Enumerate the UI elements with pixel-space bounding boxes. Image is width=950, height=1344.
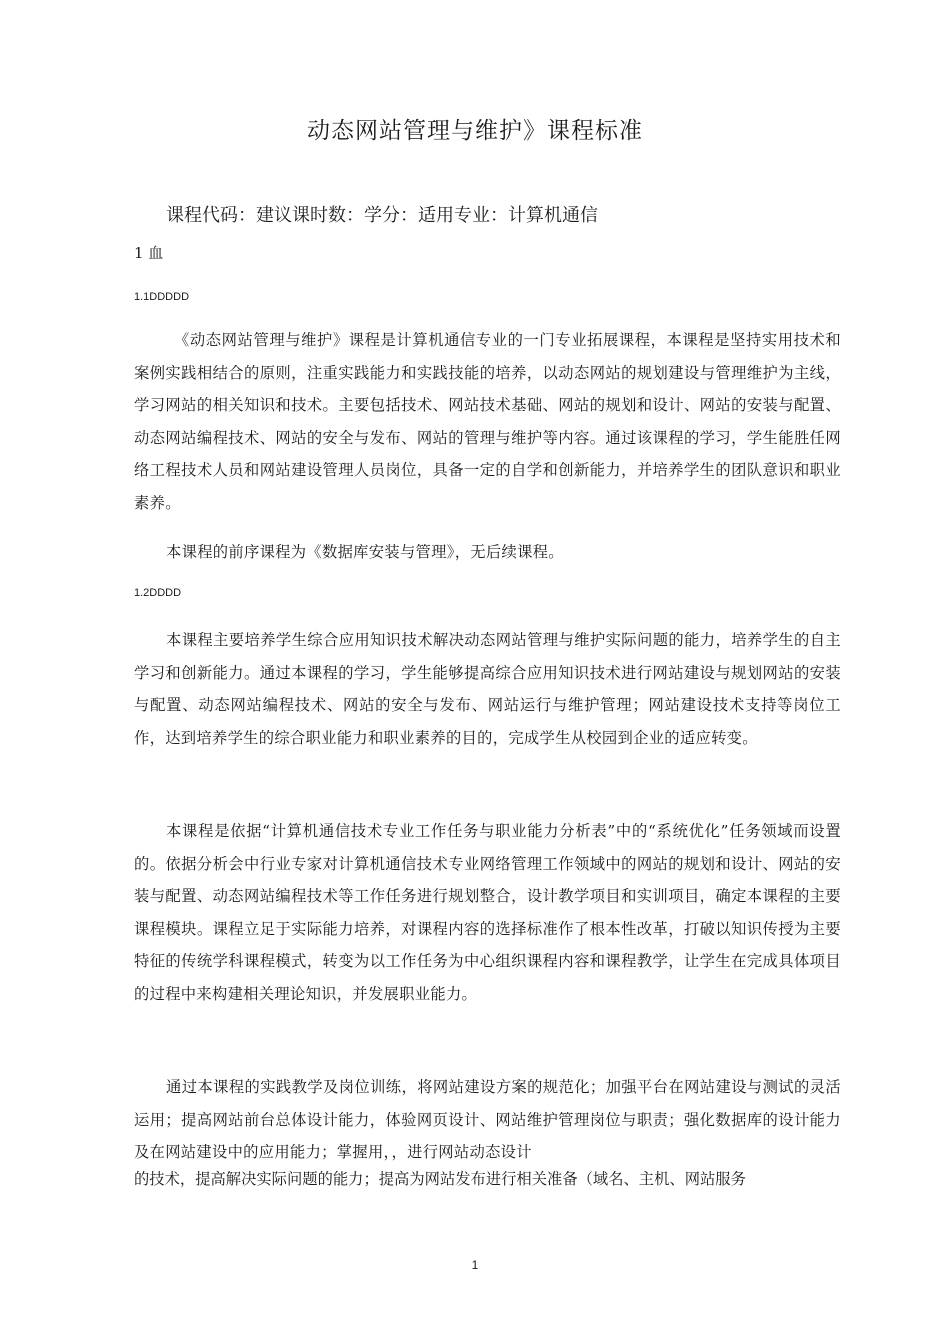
paragraph-course-goal: 本课程主要培养学生综合应用知识技术解决动态网站管理与维护实际问题的能力，培养学生的自主学习和创新能力。通过本课程的学习，学生能够提高综合应用知识技术进行网站建设与规划网站的安装与配置、动态网站编程技术、网站的安全与发布、网站运行与维护管理；网站建设技术支持等岗位工作，达到培养学生的综合职业能力和职业素养的目的，完成学生从校园到企业的适应转变。 [134, 631, 841, 747]
paragraph-prerequisite: 本课程的前序课程为《数据库安装与管理》，无后续课程。 [166, 543, 564, 561]
paragraph-course-intro: 《动态网站管理与维护》课程是计算机通信专业的一门专业拓展课程，本课程是坚持实用技术和案例实践相结合的原则，注重实践能力和实践技能的培养，以动态网站的规划建设与管理维护为主线，学习网站的相关知识和技术。主要包括技术、网站技术基础、网站的规划和设计、网站的安装与配置、动态网站编程技术、网站的安全与发布、网站的管理与维护等内容。通过该课程的学习，学生能胜任网络工程技术人员和网站建设管理人员岗位，具备一定的自学和创新能力，并培养学生的团队意识和职业素养。 [134, 331, 841, 512]
document-title: 动态网站管理与维护》课程标准 [307, 118, 643, 144]
course-meta-line: 课程代码：建议课时数：学分：适用专业：计算机通信 [166, 205, 598, 226]
section-heading-1-2: 1.2DDDD [134, 587, 182, 599]
page-number: 1 [471, 1258, 479, 1272]
paragraph-continuation: 的技术，提高解决实际问题的能力；提高为网站发布进行相关准备（域名、主机、网站服务 [134, 1170, 746, 1188]
paragraph-practice: 通过本课程的实践教学及岗位训练，将网站建设方案的规范化；加强平台在网站建设与测试的灵活运用；提高网站前台总体设计能力，体验网页设计、网站维护管理岗位与职责；强化数据库的设计能力及在网站建设中的应用能力；掌握用，，进行网站动态设计 [134, 1078, 841, 1162]
section-heading-1-1: 1.1DDDDD [134, 291, 190, 303]
paragraph-course-basis: 本课程是依据“计算机通信技术专业工作任务与职业能力分析表”中的“系统优化”任务领域而设置的。依据分析会中行业专家对计算机通信技术专业网络管理工作领域中的网站的规划和设计、网站的安装与配置、动态网站编程技术等工作任务进行规划整合，设计教学项目和实训项目，确定本课程的主要课程模块。课程立足于实际能力培养，对课程内容的选择标准作了根本性改革，打破以知识传授为主要特征的传统学科课程模式，转变为以工作任务为中心组织课程内容和课程教学，让学生在完成具体项目的过程中来构建相关理论知识，并发展职业能力。 [134, 822, 841, 1003]
section-heading-1: 1 血 [134, 244, 164, 262]
